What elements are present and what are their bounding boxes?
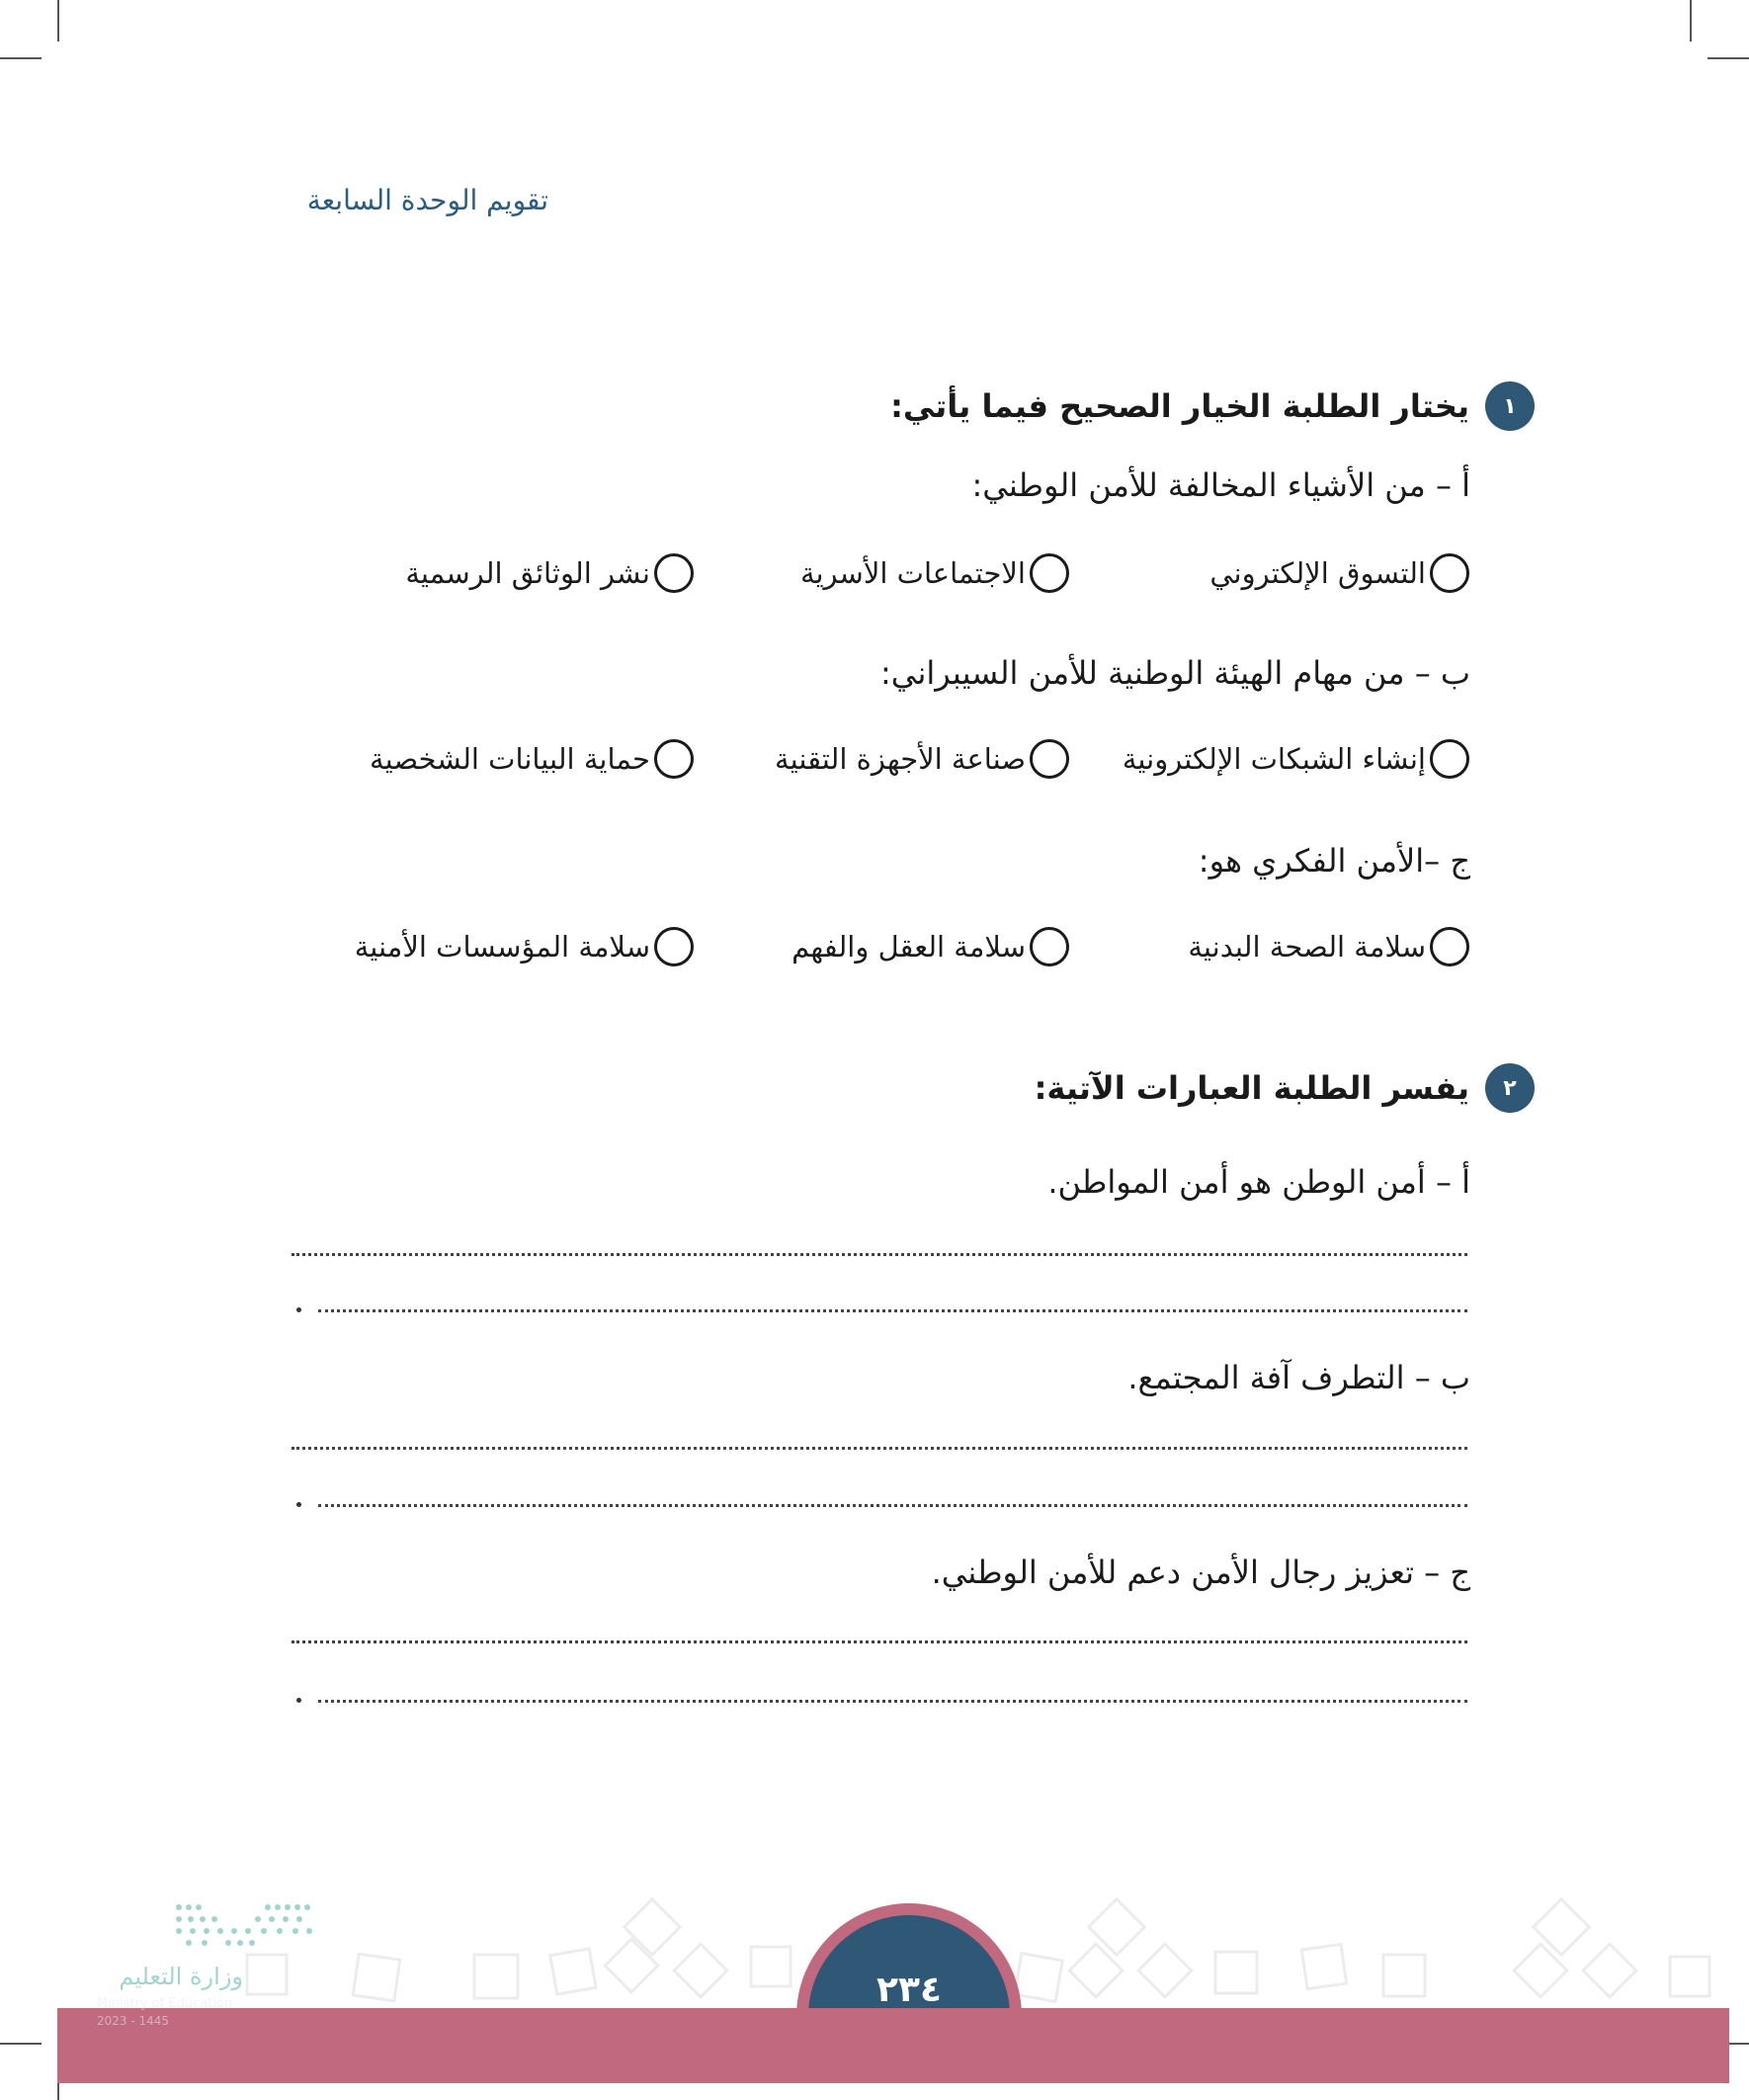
crop-mark <box>1707 57 1749 59</box>
logo-dots-icon <box>169 1897 327 1957</box>
option-label: إنشاء الشبكات الإلكترونية <box>1122 742 1426 776</box>
question-2-header <box>1035 1063 1535 1113</box>
option-1c-1[interactable] <box>1188 927 1469 966</box>
radio-circle[interactable] <box>654 553 694 593</box>
line-end-dot <box>296 1698 301 1703</box>
radio-circle[interactable] <box>1430 927 1469 966</box>
radio-circle[interactable] <box>1030 739 1069 779</box>
radio-circle[interactable] <box>1430 553 1469 593</box>
answer-line[interactable] <box>292 1447 1467 1450</box>
option-1a-1[interactable] <box>1209 553 1469 593</box>
option-1c-3[interactable] <box>355 927 694 966</box>
radio-circle[interactable] <box>1030 927 1069 966</box>
option-label: سلامة الصحة البدنية <box>1188 930 1426 964</box>
line-end-dot <box>296 1307 301 1312</box>
option-label: نشر الوثائق الرسمية <box>405 556 650 590</box>
question-title: يختار الطلبة الخيار الصحيح فيما يأتي: <box>890 387 1469 425</box>
option-1b-3[interactable] <box>370 739 694 779</box>
unit-review-heading: تقويم الوحدة السابعة <box>306 184 548 216</box>
option-1b-2[interactable] <box>775 739 1069 779</box>
question-2c-prompt: ج – تعزيز رجال الأمن دعم للأمن الوطني. <box>931 1554 1470 1591</box>
logo-year: 2023 - 1445 <box>97 2014 170 2028</box>
option-1c-2[interactable] <box>791 927 1069 966</box>
question-1b-prompt: ب – من مهام الهيئة الوطنية للأمن السيبراني: <box>880 654 1470 692</box>
crop-mark <box>0 2043 42 2045</box>
option-1b-1[interactable] <box>1123 739 1469 779</box>
option-label: سلامة العقل والفهم <box>791 930 1026 964</box>
crop-mark <box>1690 0 1692 42</box>
radio-circle[interactable] <box>1430 739 1469 779</box>
option-1a-3[interactable] <box>405 553 694 593</box>
answer-line[interactable] <box>318 1700 1467 1703</box>
question-1c-prompt: ج –الأمن الفكري هو: <box>1198 842 1470 880</box>
question-1a-prompt: أ – من الأشياء المخالفة للأمن الوطني: <box>971 466 1470 504</box>
answer-line[interactable] <box>292 1253 1467 1256</box>
answer-line[interactable] <box>292 1640 1467 1643</box>
line-end-dot <box>296 1502 301 1507</box>
question-number-badge: ١ <box>1485 381 1535 431</box>
ministry-logo <box>95 1897 322 2036</box>
logo-subtext: Ministry of Education <box>97 1996 233 2011</box>
option-label: التسوق الإلكتروني <box>1209 556 1426 590</box>
radio-circle[interactable] <box>1030 553 1069 593</box>
option-label: الاجتماعات الأسرية <box>799 556 1026 590</box>
option-label: صناعة الأجهزة التقنية <box>775 742 1026 776</box>
option-label: حماية البيانات الشخصية <box>370 742 650 776</box>
answer-line[interactable] <box>318 1309 1467 1312</box>
question-title: يفسر الطلبة العبارات الآتية: <box>1034 1069 1469 1107</box>
crop-mark <box>57 0 59 42</box>
question-1-header <box>890 381 1535 431</box>
radio-circle[interactable] <box>654 927 694 966</box>
question-2b-prompt: ب – التطرف آفة المجتمع. <box>1127 1359 1470 1396</box>
option-1a-2[interactable] <box>800 553 1069 593</box>
question-2a-prompt: أ – أمن الوطن هو أمن المواطن. <box>1047 1163 1470 1201</box>
radio-circle[interactable] <box>654 739 694 779</box>
question-number-badge: ٢ <box>1485 1063 1535 1113</box>
option-label: سلامة المؤسسات الأمنية <box>354 930 650 964</box>
crop-mark <box>0 57 42 59</box>
logo-text: وزارة التعليم <box>119 1963 243 1990</box>
answer-line[interactable] <box>318 1504 1467 1507</box>
